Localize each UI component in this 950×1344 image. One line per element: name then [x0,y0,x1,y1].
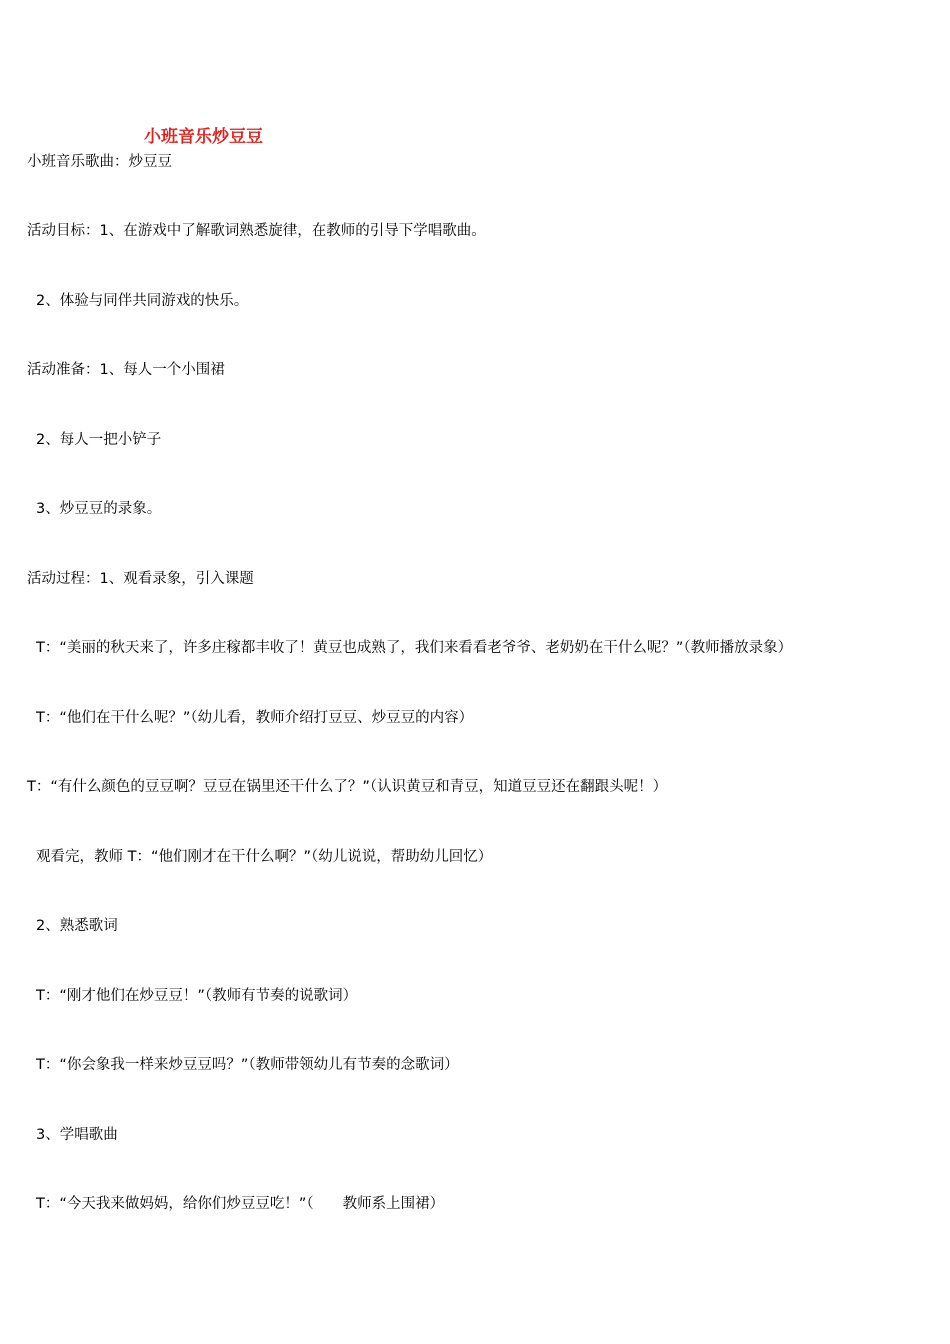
process-dialogue-line: T：“他们在干什么呢？”（幼儿看，教师介绍打豆豆、炒豆豆的内容） [36,710,474,726]
process-dialogue-line: T：“今天我来做妈妈，给你们炒豆豆吃！”（ 教师系上围裙） [36,1196,445,1212]
process-step-1-heading: 活动过程：1、观看录象，引入课题 [27,571,254,587]
document-title: 小班音乐炒豆豆 [144,127,263,147]
process-step-3-heading: 3、学唱歌曲 [36,1127,118,1143]
goal-line-1: 活动目标：1、在游戏中了解歌词熟悉旋律，在教师的引导下学唱歌曲。 [27,223,486,239]
process-step-2-heading: 2、熟悉歌词 [36,918,118,934]
preparation-line-3: 3、炒豆豆的录象。 [36,501,162,517]
subtitle-song-name: 小班音乐歌曲：炒豆豆 [27,154,172,170]
preparation-line-1: 活动准备：1、每人一个小围裙 [27,362,225,378]
preparation-line-2: 2、每人一把小铲子 [36,432,162,448]
goal-line-2: 2、体验与同伴共同游戏的快乐。 [36,293,249,309]
process-dialogue-line: T：“有什么颜色的豆豆啊？豆豆在锅里还干什么了？”（认识黄豆和青豆，知道豆豆还在翻跟头呢！） [27,779,668,795]
process-dialogue-line: 观看完，教师 T：“他们刚才在干什么啊？”（幼儿说说，帮助幼儿回忆） [36,849,493,865]
process-dialogue-line: T：“刚才他们在炒豆豆！”（教师有节奏的说歌词） [36,988,358,1004]
process-dialogue-line: T：“美丽的秋天来了，许多庄稼都丰收了！黄豆也成熟了，我们来看看老爷爷、老奶奶在干什么呢？”（教师播放录象） [36,640,793,656]
process-dialogue-line: T：“你会象我一样来炒豆豆吗？”（教师带领幼儿有节奏的念歌词） [36,1057,459,1073]
